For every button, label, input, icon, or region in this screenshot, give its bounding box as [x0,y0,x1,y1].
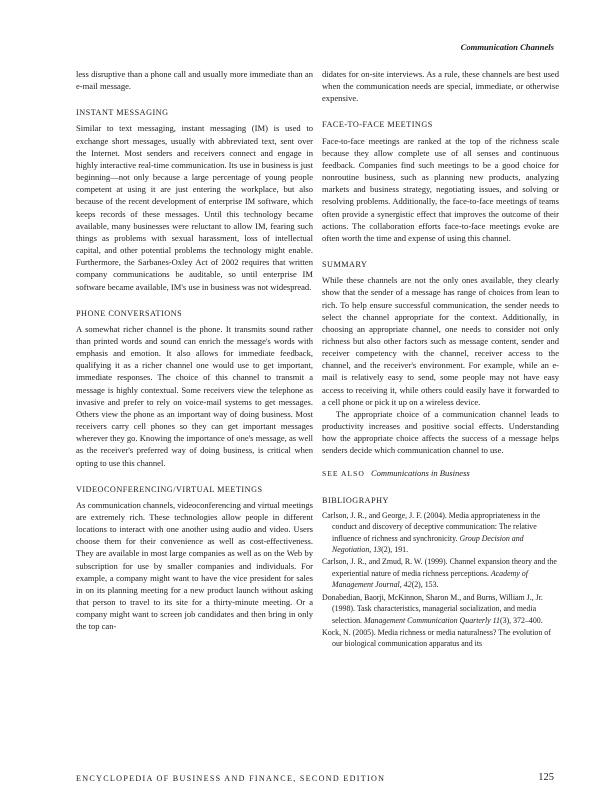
right-column [322,68,559,651]
running-head: Communication Channels [460,42,554,52]
page-number: 125 [538,772,554,783]
continuation-paragraph: didates for on-site interviews. As a rule, these channels are best used when the communication needs are special, immediate, or otherwise expensive. [322,69,559,104]
instant-messaging-heading: INSTANT MESSAGING [76,108,169,118]
see-also-label: SEE ALSO [322,468,365,478]
videoconferencing-heading: VIDEOCONFERENCING/VIRTUAL MEETINGS [76,484,263,494]
bibliography-entry: Carlson, J. R., and Zmud, R. W. (1999). Channel expansion theory and the experiential nature of media richness perceptions. Academy of Management Journal, 42(2), 153. [322,557,557,590]
see-also-link: Communications in Business [370,467,470,478]
face-to-face-heading: FACE-TO-FACE MEETINGS [322,120,433,130]
summary-paragraph-1: While these channels are not the only ones available, they clearly show that the sender of a message has range of choices from lean to rich. To help ensure successful communication, the sender needs to select the channel appropriate for the context. Additionally, in choosing an appropriate channel, one needs to consider not only richness but also other factors such as message content, sender and receiver competency with the channel, receiver access to the channel, and the receiver's environment. For example, while an e-mail is relatively easy to send, some people may not have easy access to receiving it, while others could easily have it forwarded to a cell phone or pick it up on a wireless device. [322,275,559,407]
phone-conversations-body: A somewhat richer channel is the phone. It transmits sound rather than printed words and sound can enrich the message's words with emphasis and emotion. It also allows for immediate feedback, qualifying it as a richer channel one would use to get important, immediate responses. The choice of this channel to transmit a message is highly contextual. Some receivers view the telephone as invasive and prefer to rely on voice-mail systems to get messages. Others view the phone as an important way of doing business. Most receivers carry cell phones so they can get important messages wherever they go. Knowing the importance of one's message, as well as the receiver's preferred way of doing business, is critical when opting to use this channel. [76,323,313,468]
summary-paragraph-2: The appropriate choice of a communication channel leads to productivity increases and positive social effects. Understanding how the appropriate choice affects the success of a message helps senders decide which communication channel to use. [322,408,559,456]
bibliography-heading: BIBLIOGRAPHY [322,495,389,505]
bibliography-entry: Carlson, J. R., and George, J. F. (2004). Media appropriateness in the conduct and discovery of deceptive communication: The relative influence of richness and synchronicity. Group Decision and Negotiation, 13(2), 191. [322,510,541,555]
footer-title: ENCYCLOPEDIA OF BUSINESS AND FINANCE, SECOND EDITION [76,774,386,783]
face-to-face-body: Face-to-face meetings are ranked at the top of the richness scale because they allow complete use of all senses and continuous feedback. Companies find such meetings to be a good choice for nonroutine business, such as planning new products, analyzing markets and business strategy, negotiating issues, and solving or resolving problems. Additionally, the face-to-face meetings of teams often provide a synergistic effect that improves the outcome of their actions. The collaboration efforts face-to-face meetings evoke are often worth the time and expense of using this channel. [322,135,559,243]
phone-conversations-heading: PHONE CONVERSATIONS [76,308,183,318]
summary-heading: SUMMARY [322,260,368,270]
page-footer [76,774,554,783]
videoconferencing-body: As communication channels, videoconferencing and virtual meetings are extremely rich. These technologies allow people in different locations to interact with one another using audio and video. Users choose them for their convenience as well as cost-effectiveness. They are available in most large companies as well as on the Web by subscription for use by smaller companies and individuals. For example, a company might want to have the vice president for sales in on its planning meeting for a new product launch without asking that person to travel to its site for a thirty-minute meeting. Or a company might want to screen job candidates and then bring in only the top can- [76,499,313,632]
bibliography-entry: Donabedian, Baorji, McKinnon, Sharon M., and Burns, William J., Jr. (1998). Task characteristics, managerial socialization, and media selection. Management Communication Quarterly 11(3), 372–400. [322,592,543,625]
intro-paragraph: less disruptive than a phone call and usually more immediate than an e-mail message. [76,69,313,92]
bibliography-list [322,510,559,650]
bibliography-entry: Kock, N. (2005). Media richness or media naturalness? The evolution of our biological communication apparatus and its [322,627,551,649]
left-column [76,68,313,633]
see-also [322,467,559,480]
instant-messaging-body: Similar to text messaging, instant messaging (IM) is used to exchange short messages, usually with abbreviated text, sent over the Internet. Most senders and receivers connect and engage in highly interactive real-time communication. Its use in business is just beginning—not only because a large percentage of young people competent at using it are just entering the workplace, but also because of the recent development of enterprise IM software, which keeps records of these messages. Until this technology became available, many businesses were reluctant to allow IM, fearing such things as problems with sexual harassment, loss of intellectual capital, and other potential problems the technology might enable. Furthermore, the Sarbanes-Oxley Act of 2002 requires that written company communications be auditable, so until enterprise IM software became available, IM's use in business was not widespread. [76,123,313,292]
